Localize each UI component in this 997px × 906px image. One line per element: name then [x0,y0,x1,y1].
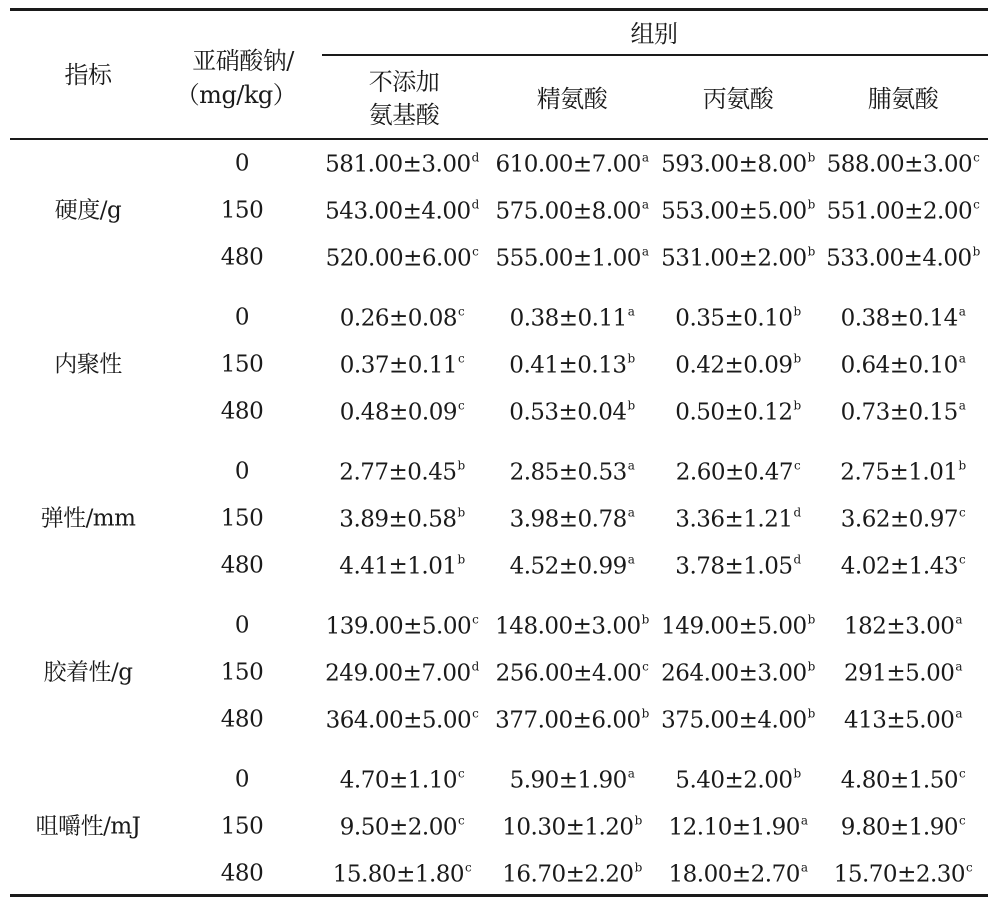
value-cell [510,460,635,485]
dose-cell: 150 [220,659,264,686]
significance-letter: c [973,150,980,165]
value-cell [669,815,808,840]
value-cell [339,554,464,579]
value-text: 377.00±6.00 [495,707,641,734]
indicator-header: 指标 [64,61,112,89]
dose-cell: 480 [220,552,264,579]
value-cell [826,246,980,271]
header-rule [10,138,988,140]
value-cell [510,507,635,532]
value-text: 9.50±2.00 [339,814,457,841]
value-text: 15.70±2.30 [833,861,966,888]
significance-letter: a [627,304,635,319]
dose-cell: 480 [220,706,264,733]
value-text: 531.00±2.00 [661,245,807,272]
significance-letter: b [641,706,649,721]
value-text: 148.00±3.00 [495,613,641,640]
significance-letter: c [958,813,966,828]
value-text: 610.00±7.00 [495,151,641,178]
value-cell [661,708,815,733]
value-cell [326,708,479,733]
value-cell [340,815,464,840]
value-text: 2.77±0.45 [339,459,457,486]
value-text: 0.38±0.11 [509,305,627,332]
value-cell [661,661,815,686]
value-cell [675,306,800,331]
col-header-proline: 脯氨酸 [867,85,939,113]
value-text: 553.00±5.00 [661,198,807,225]
value-cell [340,400,464,425]
significance-letter: c [472,706,479,721]
value-text: 555.00±1.00 [495,245,641,272]
bottom-rule [10,894,988,897]
value-text: 4.70±1.10 [339,767,457,794]
significance-letter: a [955,659,963,674]
value-cell [502,815,642,840]
value-cell [675,353,800,378]
indicator-label: 咀嚼性/mJ [35,813,141,840]
value-cell [495,614,649,639]
significance-letter: a [641,197,649,212]
significance-letter: c [793,458,801,473]
value-text: 375.00±4.00 [661,707,807,734]
dose-cell: 0 [234,458,250,485]
value-text: 256.00±4.00 [495,660,642,687]
significance-letter: c [958,552,966,567]
value-cell [510,768,635,793]
value-cell [840,460,965,485]
value-text: 0.73±0.15 [840,399,958,426]
value-text: 0.50±0.12 [675,399,793,426]
value-cell [509,400,634,425]
dose-cell: 480 [220,244,264,271]
value-cell [340,768,464,793]
value-cell [510,554,635,579]
value-text: 0.38±0.14 [840,305,958,332]
significance-letter: a [627,458,635,473]
value-text: 4.02±1.43 [840,553,958,580]
significance-letter: c [457,766,465,781]
value-text: 588.00±3.00 [826,151,973,178]
value-text: 16.70±2.20 [502,861,634,888]
value-cell [339,507,464,532]
significance-letter: a [641,150,649,165]
value-cell [841,554,965,579]
value-cell [841,400,966,425]
value-cell [502,862,642,887]
significance-letter: c [457,398,465,413]
value-text: 182±3.00 [843,613,955,640]
value-cell [676,460,800,485]
significance-letter: a [800,860,808,875]
significance-letter: a [627,505,635,520]
significance-letter: a [955,612,963,627]
group-underline [322,54,988,56]
value-text: 15.80±1.80 [332,861,465,888]
value-text: 413±5.00 [843,707,955,734]
value-cell [661,152,815,177]
significance-letter: b [634,813,642,828]
value-cell [844,661,962,686]
col-header-alanine: 丙氨酸 [702,85,774,113]
significance-letter: c [966,860,973,875]
dose-cell: 0 [234,304,250,331]
group-header: 组别 [630,20,678,48]
nitrite-header-line1: 亚硝酸钠/ [192,47,294,75]
significance-letter: a [627,766,635,781]
significance-letter: b [457,458,465,473]
value-text: 139.00±5.00 [325,613,472,640]
value-text: 593.00±8.00 [661,151,807,178]
value-text: 543.00±4.00 [325,198,471,225]
value-cell [675,768,800,793]
significance-letter: a [958,398,966,413]
value-text: 9.80±1.90 [840,814,958,841]
significance-letter: c [973,197,980,212]
value-text: 291±5.00 [843,660,955,687]
dose-cell: 150 [220,813,264,840]
significance-letter: b [793,398,801,413]
significance-letter: b [627,351,635,366]
col-header-no-amino-line2: 氨基酸 [368,101,440,129]
significance-letter: c [457,351,465,366]
value-text: 551.00±2.00 [826,198,973,225]
significance-letter: a [958,304,966,319]
value-text: 0.35±0.10 [675,305,793,332]
significance-letter: b [793,351,801,366]
value-text: 4.41±1.01 [339,553,457,580]
value-cell [841,353,966,378]
col-header-no-amino-line1: 不添加 [368,68,440,96]
value-cell [333,862,472,887]
value-cell [509,353,634,378]
value-text: 10.30±1.20 [502,814,634,841]
value-cell [495,708,649,733]
significance-letter: d [471,197,479,212]
value-cell [496,661,649,686]
col-header-arginine: 精氨酸 [536,85,608,113]
significance-letter: a [641,244,649,259]
value-cell [844,708,962,733]
significance-letter: c [472,244,479,259]
value-cell [339,460,464,485]
dose-cell: 150 [220,505,264,532]
value-cell [661,614,815,639]
value-cell [495,152,648,177]
dose-cell: 480 [220,398,264,425]
significance-letter: c [457,304,465,319]
significance-letter: b [457,552,465,567]
value-text: 5.90±1.90 [509,767,627,794]
value-text: 0.42±0.09 [675,352,793,379]
value-cell [326,246,479,271]
dose-cell: 480 [220,860,264,887]
significance-letter: a [958,351,966,366]
significance-letter: a [627,552,635,567]
value-text: 18.00±2.70 [668,861,800,888]
significance-letter: b [793,766,801,781]
significance-letter: b [634,860,642,875]
top-rule [10,8,988,11]
value-text: 533.00±4.00 [826,245,972,272]
value-cell [834,862,973,887]
value-cell [844,614,962,639]
significance-letter: a [800,813,808,828]
dose-cell: 150 [220,351,264,378]
value-text: 0.53±0.04 [509,399,627,426]
value-text: 249.00±7.00 [325,660,471,687]
value-text: 0.37±0.11 [339,352,457,379]
value-text: 4.80±1.50 [840,767,958,794]
dose-cell: 150 [220,197,264,224]
value-cell [340,306,464,331]
significance-letter: d [793,505,801,520]
value-text: 2.85±0.53 [509,459,627,486]
significance-letter: d [471,659,479,674]
value-cell [495,199,648,224]
value-text: 520.00±6.00 [325,245,472,272]
value-cell [841,768,965,793]
significance-letter: c [465,860,472,875]
value-text: 3.89±0.58 [339,506,457,533]
value-text: 3.98±0.78 [509,506,627,533]
nitrite-header-line2: （mg/kg） [175,81,297,109]
value-cell [841,507,965,532]
significance-letter: b [793,304,801,319]
value-cell [325,152,479,177]
significance-letter: b [807,659,815,674]
significance-letter: c [958,766,966,781]
significance-letter: b [958,458,966,473]
significance-letter: d [793,552,801,567]
value-cell [510,306,635,331]
significance-letter: c [642,659,649,674]
significance-letter: c [958,505,966,520]
dose-cell: 0 [234,612,250,639]
value-text: 12.10±1.90 [668,814,800,841]
value-cell [661,246,815,271]
value-cell [661,199,815,224]
value-text: 3.62±0.97 [840,506,958,533]
value-text: 0.64±0.10 [840,352,958,379]
value-cell [325,661,479,686]
indicator-label: 硬度/g [54,197,122,224]
value-text: 581.00±3.00 [325,151,471,178]
significance-letter: b [627,398,635,413]
dose-cell: 0 [234,766,250,793]
indicator-label: 胶着性/g [43,659,133,686]
significance-letter: b [807,244,815,259]
value-text: 575.00±8.00 [495,198,641,225]
significance-letter: b [807,612,815,627]
value-text: 5.40±2.00 [675,767,793,794]
indicator-label: 弹性/mm [40,505,136,532]
significance-letter: b [972,244,980,259]
value-text: 149.00±5.00 [661,613,807,640]
value-text: 0.48±0.09 [339,399,457,426]
value-cell [669,862,808,887]
value-text: 2.75±1.01 [840,459,958,486]
indicator-label: 内聚性 [54,351,122,378]
value-cell [841,815,965,840]
value-text: 4.52±0.99 [509,553,627,580]
value-text: 3.36±1.21 [675,506,793,533]
value-text: 0.26±0.08 [339,305,457,332]
value-cell [827,199,980,224]
value-cell [675,400,800,425]
value-cell [495,246,648,271]
value-text: 0.41±0.13 [509,352,627,379]
value-text: 3.78±1.05 [675,553,793,580]
significance-letter: b [807,706,815,721]
significance-letter: b [457,505,465,520]
significance-letter: c [472,612,479,627]
significance-letter: b [641,612,649,627]
significance-letter: b [807,197,815,212]
significance-letter: b [807,150,815,165]
value-cell [326,614,479,639]
significance-letter: c [457,813,465,828]
value-cell [827,152,980,177]
value-text: 2.60±0.47 [675,459,793,486]
significance-letter: d [471,150,479,165]
significance-letter: a [955,706,963,721]
value-cell [675,554,800,579]
value-cell [325,199,479,224]
value-cell [340,353,464,378]
value-cell [841,306,966,331]
value-text: 364.00±5.00 [325,707,472,734]
value-text: 264.00±3.00 [661,660,807,687]
value-cell [675,507,800,532]
dose-cell: 0 [234,150,250,177]
